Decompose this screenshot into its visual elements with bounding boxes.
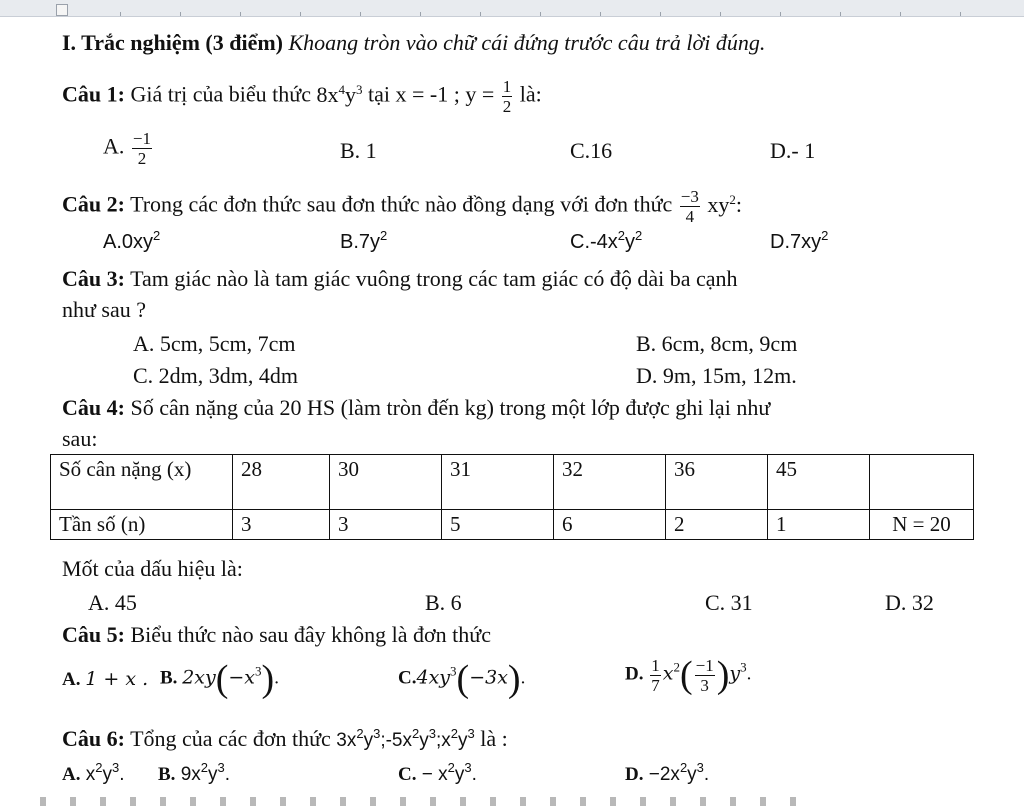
q3-label: Câu 3: [62,266,125,291]
table-cell: 28 [233,455,330,510]
table-cell: 32 [554,455,666,510]
table-cell: 3 [330,510,442,540]
q3-text-line2: như sau ? [62,297,147,322]
heading-instruction: Khoang tròn vào chữ cái đứng trước câu trả lời đúng. [288,30,766,55]
q3-option-d[interactable]: D. 9m, 15m, 12m. [636,363,797,388]
table-cell: 31 [442,455,554,510]
q2-monomial: $xy^2$: [707,191,742,217]
q6-label: Câu 6: [62,726,125,751]
indent-marker[interactable] [56,4,68,16]
question-6 [62,726,508,752]
q1-expression: $8x^4y^3$ [316,81,363,107]
frequency-table [50,454,974,540]
q1-text: Giá trị của biểu thức [130,81,311,107]
q5-label: Câu 5: [62,622,125,647]
q2-label: Câu 2: [62,191,125,217]
q5-option-a[interactable]: A. 1 + x . [62,668,149,690]
q3-text-line1: Tam giác nào là tam giác vuông trong các tam giác có độ dài ba cạnh [130,266,738,291]
table-cell [870,455,974,510]
q2-option-a[interactable]: $A.0xy^2$ [103,228,161,253]
q4-option-a[interactable]: A. 45 [88,590,137,615]
q4-text-line2: sau: [62,426,98,451]
table-cell: 3 [233,510,330,540]
q1-condition: tại x = -1 ; y = [367,81,495,107]
q4-prompt: Mốt của dấu hiệu là: [62,556,243,581]
q1-option-d[interactable]: D.- 1 [770,138,816,163]
q6-option-a[interactable]: A. $x^2y^3$. [62,760,125,785]
q5-option-b[interactable]: B. $2xy(-x^3)$. [160,658,279,700]
q1-ending: là: [519,81,542,107]
table-cell: 1 [768,510,870,540]
question-3 [62,266,738,292]
q2-option-c[interactable]: $C.-4x^2y^2$ [570,228,643,253]
q2-text: Trong các đơn thức sau đơn thức nào đồng dạng với đơn thức [130,191,673,217]
q3-option-b[interactable]: B. 6cm, 8cm, 9cm [636,331,798,356]
question-2 [62,188,742,225]
q2-option-d[interactable]: $D.7xy^2$ [770,228,829,253]
heading-prefix: I. Trắc nghiệm (3 điểm) [62,30,283,55]
next-line-fragment [40,797,820,806]
q4-option-d[interactable]: D. 32 [885,590,934,615]
q1-label: Câu 1: [62,81,125,107]
table-header-x: Số cân nặng (x) [51,455,233,510]
q4-text-line1: Số cân nặng của 20 HS (làm tròn đến kg) trong một lớp được ghi lại như [130,395,771,420]
q4-label: Câu 4: [62,395,125,420]
section-heading [62,30,765,56]
q6-option-c[interactable]: C. − $x^2y^3$. [398,760,477,785]
q2-fraction: $\frac{-3}{4}$ [680,187,699,226]
table-cell: 36 [666,455,768,510]
table-row-frequency [51,510,974,540]
q4-option-b[interactable]: B. 6 [425,590,462,615]
q1-option-b[interactable]: B. 1 [340,138,377,163]
q5-option-c[interactable]: $C.4xy^3(-3x)$. [398,658,526,700]
q6-monomials: $3x^2y^3;-5x^2y^3;x^2y^3$ [336,726,475,751]
q1-fraction: $\frac{1}{2}$ [502,77,512,116]
question-5 [62,622,491,648]
q6-text: Tổng của các đơn thức [130,726,331,751]
q6-option-d[interactable]: D. $-2x^2y^3$. [625,760,710,785]
question-4 [62,395,770,421]
q2-option-b[interactable]: $B.7y^2$ [340,228,388,253]
q6-ending: là : [480,726,508,751]
table-cell: 45 [768,455,870,510]
table-cell-total: N = 20 [870,510,974,540]
table-header-n: Tần số (n) [51,510,233,540]
table-cell: 5 [442,510,554,540]
document-ruler [0,0,1024,17]
q6-option-b[interactable]: B. $9x^2y^3$. [158,760,231,785]
q4-option-c[interactable]: C. 31 [705,590,753,615]
table-cell: 2 [666,510,768,540]
table-cell: 30 [330,455,442,510]
table-cell: 6 [554,510,666,540]
q3-option-a[interactable]: A. 5cm, 5cm, 7cm [133,331,296,356]
q5-text: Biểu thức nào sau đây không là đơn thức [130,622,491,647]
table-row-values [51,455,974,510]
q3-option-c[interactable]: C. 2dm, 3dm, 4dm [133,363,299,388]
question-1 [62,78,542,115]
q1-option-c[interactable]: C.16 [570,138,613,163]
q1-option-a[interactable]: A. $\frac{-1}{2}$ [103,129,151,168]
q5-option-d[interactable]: D. $\frac{1}{7}$ $x^2$( $\frac{-1}{3}$ )$y^3$. [625,654,752,696]
